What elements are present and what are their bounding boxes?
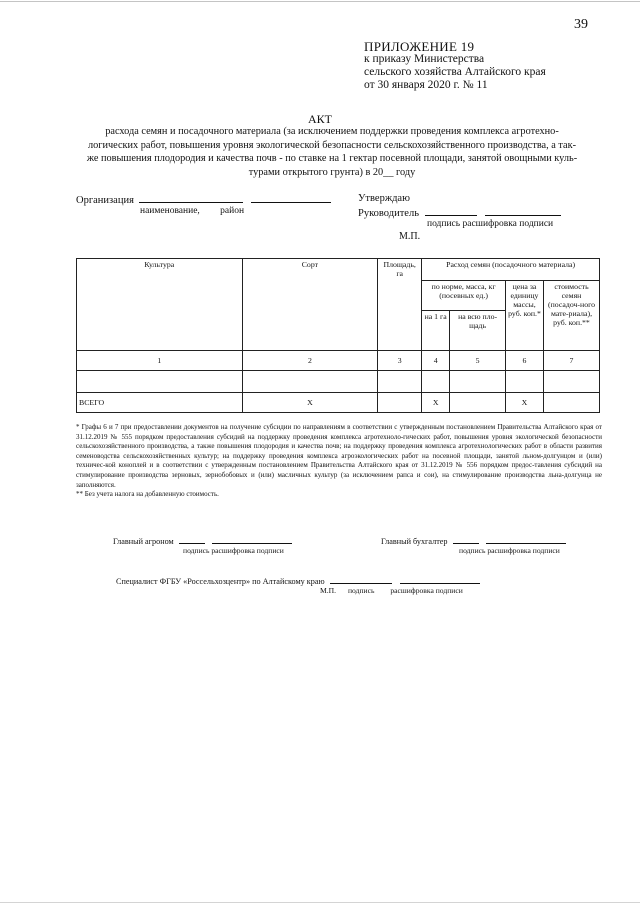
- usage-table: [76, 258, 600, 413]
- specialist-signature: [116, 574, 480, 586]
- page-number: 39: [574, 17, 588, 32]
- header-norms: по нормe, масса, кг (посевных ед.): [422, 281, 506, 311]
- table-row-total: [77, 393, 600, 413]
- total-cost-cell[interactable]: [543, 393, 599, 413]
- approve-head: [358, 206, 561, 219]
- agronomist-decode-line[interactable]: [212, 534, 292, 544]
- col-num-7: 7: [543, 351, 599, 371]
- organization-label: Организация: [76, 195, 134, 206]
- appendix-line3: от 30 января 2020 г. № 11: [364, 79, 488, 91]
- total-area-usage-cell[interactable]: [450, 393, 506, 413]
- act-description: [76, 125, 588, 179]
- col-num-6: 6: [506, 351, 544, 371]
- appendix-line2: сельского хозяйства Алтайского края: [364, 66, 546, 78]
- appendix-title: ПРИЛОЖЕНИЕ 19: [364, 39, 475, 54]
- header-total-area: на всю пло-щадь: [450, 311, 506, 351]
- footnotes: [76, 423, 602, 500]
- table-row-blank: [77, 371, 600, 393]
- footnote-2: ** Без учета налога на добавленную стоимость.: [76, 490, 219, 499]
- agronomist-signature: [113, 534, 292, 546]
- col-num-4: 4: [422, 351, 450, 371]
- blank-cell[interactable]: [450, 371, 506, 393]
- header-price: цена за единицу массы, руб. коп.*: [506, 281, 544, 351]
- specialist-sign-caption: подпись: [347, 586, 375, 595]
- approve-caption: подпись расшифровка подписи: [427, 219, 554, 229]
- blank-cell[interactable]: [506, 371, 544, 393]
- specialist-mp: М.П.: [320, 586, 337, 595]
- total-x-price: Х: [506, 393, 544, 413]
- specialist-label: Специалист ФГБУ «Россельхозцентр» по Алтайскому краю: [116, 577, 325, 586]
- organization-field: [76, 193, 331, 206]
- approve-label: Утверждаю: [358, 193, 410, 204]
- col-num-1: 1: [77, 351, 243, 371]
- accountant-decode-line[interactable]: [486, 534, 566, 544]
- org-captions: [140, 206, 244, 216]
- specialist-decode-line[interactable]: [400, 574, 480, 584]
- header-area: Площадь, га: [378, 259, 422, 351]
- header-per-ha: на 1 га: [422, 311, 450, 351]
- blank-cell[interactable]: [422, 371, 450, 393]
- approve-mp: М.П.: [399, 231, 421, 242]
- accountant-signature: [381, 534, 566, 546]
- col-num-3: 3: [378, 351, 422, 371]
- accountant-sign-line[interactable]: [453, 534, 479, 544]
- agronomist-caption: подпись расшифровка подписи: [183, 546, 284, 555]
- col-num-5: 5: [450, 351, 506, 371]
- act-title: АКТ: [308, 112, 332, 126]
- scan-artifact-bottom: [0, 902, 640, 903]
- blank-cell[interactable]: [77, 371, 243, 393]
- specialist-sign-line[interactable]: [330, 574, 392, 584]
- col-num-2: 2: [242, 351, 378, 371]
- specialist-decode-caption: расшифровка подписи: [390, 586, 463, 595]
- org-district-caption: район: [220, 206, 245, 216]
- org-name-caption: наименование,: [140, 206, 200, 216]
- footnote-1: * Графы 6 и 7 при предоставлении документов на получение субсидии по направлениям в соответствии с утвержденным постановлением Правительства Алтайского края от 31.12.2019 № 555 порядком предоставления субсидий на поддержку проведения комплекса агротехноло-гических работ, повышения уровня экологической безопасности сельскохозяйственного производства, а также повышения плодородия и качества почв; на поддержку проведения комплекса агротехнологических работ в области развития семеноводства сельскохозяйственных культур; на поддержку проведения комплекса агроэкологических работ на посевной площади, занятой льном-долгунцом и (или) техничес-кой коноплей и в соответствии с утвержденным постановлением Правительства Алтайского края от 31.12.2019 № 556 порядком предос-тавления субсидий на стимулирование производства зерновых, зернобобовых и (или) масличных культур (за исключением рапса и сои), на стимулирование производства льна-долгунца не заполняются.: [76, 423, 602, 489]
- agronomist-label: Главный агроном: [113, 537, 174, 546]
- organization-district-line[interactable]: [251, 193, 331, 203]
- header-culture: Культура: [77, 259, 243, 351]
- head-decode-line[interactable]: [485, 206, 561, 216]
- organization-name-line[interactable]: [139, 193, 243, 203]
- specialist-captions: [320, 586, 463, 595]
- blank-cell[interactable]: [543, 371, 599, 393]
- act-line1: расхода семян и посадочного материала (за исключением поддержки проведения комплекса агротехно-: [105, 126, 559, 137]
- act-line2: логических работ, повышения уровня экологической безопасности сельскохозяйственного производства, а так-: [87, 139, 577, 151]
- scan-artifact-top: [0, 1, 640, 2]
- header-usage: Расход семян (посадочного материала): [422, 259, 600, 281]
- header-cost: стоимость семян (посадоч-ного мате-риала), руб. коп.**: [543, 281, 599, 351]
- accountant-label: Главный бухгалтер: [381, 537, 448, 546]
- appendix-line1: к приказу Министерства: [364, 53, 485, 65]
- accountant-caption: подпись расшифровка подписи: [459, 546, 560, 555]
- act-line4: турами открытого грунта) в 20__ году: [248, 166, 416, 178]
- total-x-sort: Х: [242, 393, 378, 413]
- total-label: ВСЕГО: [77, 393, 243, 413]
- head-signature-line[interactable]: [425, 206, 477, 216]
- act-line3: же повышения плодородия и качества почв - по ставке на 1 гектар посевной площади, занятой овощными куль-: [86, 153, 578, 164]
- blank-cell[interactable]: [242, 371, 378, 393]
- blank-cell[interactable]: [378, 371, 422, 393]
- head-label: Руководитель: [358, 208, 419, 219]
- total-area-cell[interactable]: [378, 393, 422, 413]
- header-sort: Сорт: [242, 259, 378, 351]
- agronomist-sign-line[interactable]: [179, 534, 205, 544]
- appendix-block: [364, 40, 546, 92]
- total-x-per-ha: Х: [422, 393, 450, 413]
